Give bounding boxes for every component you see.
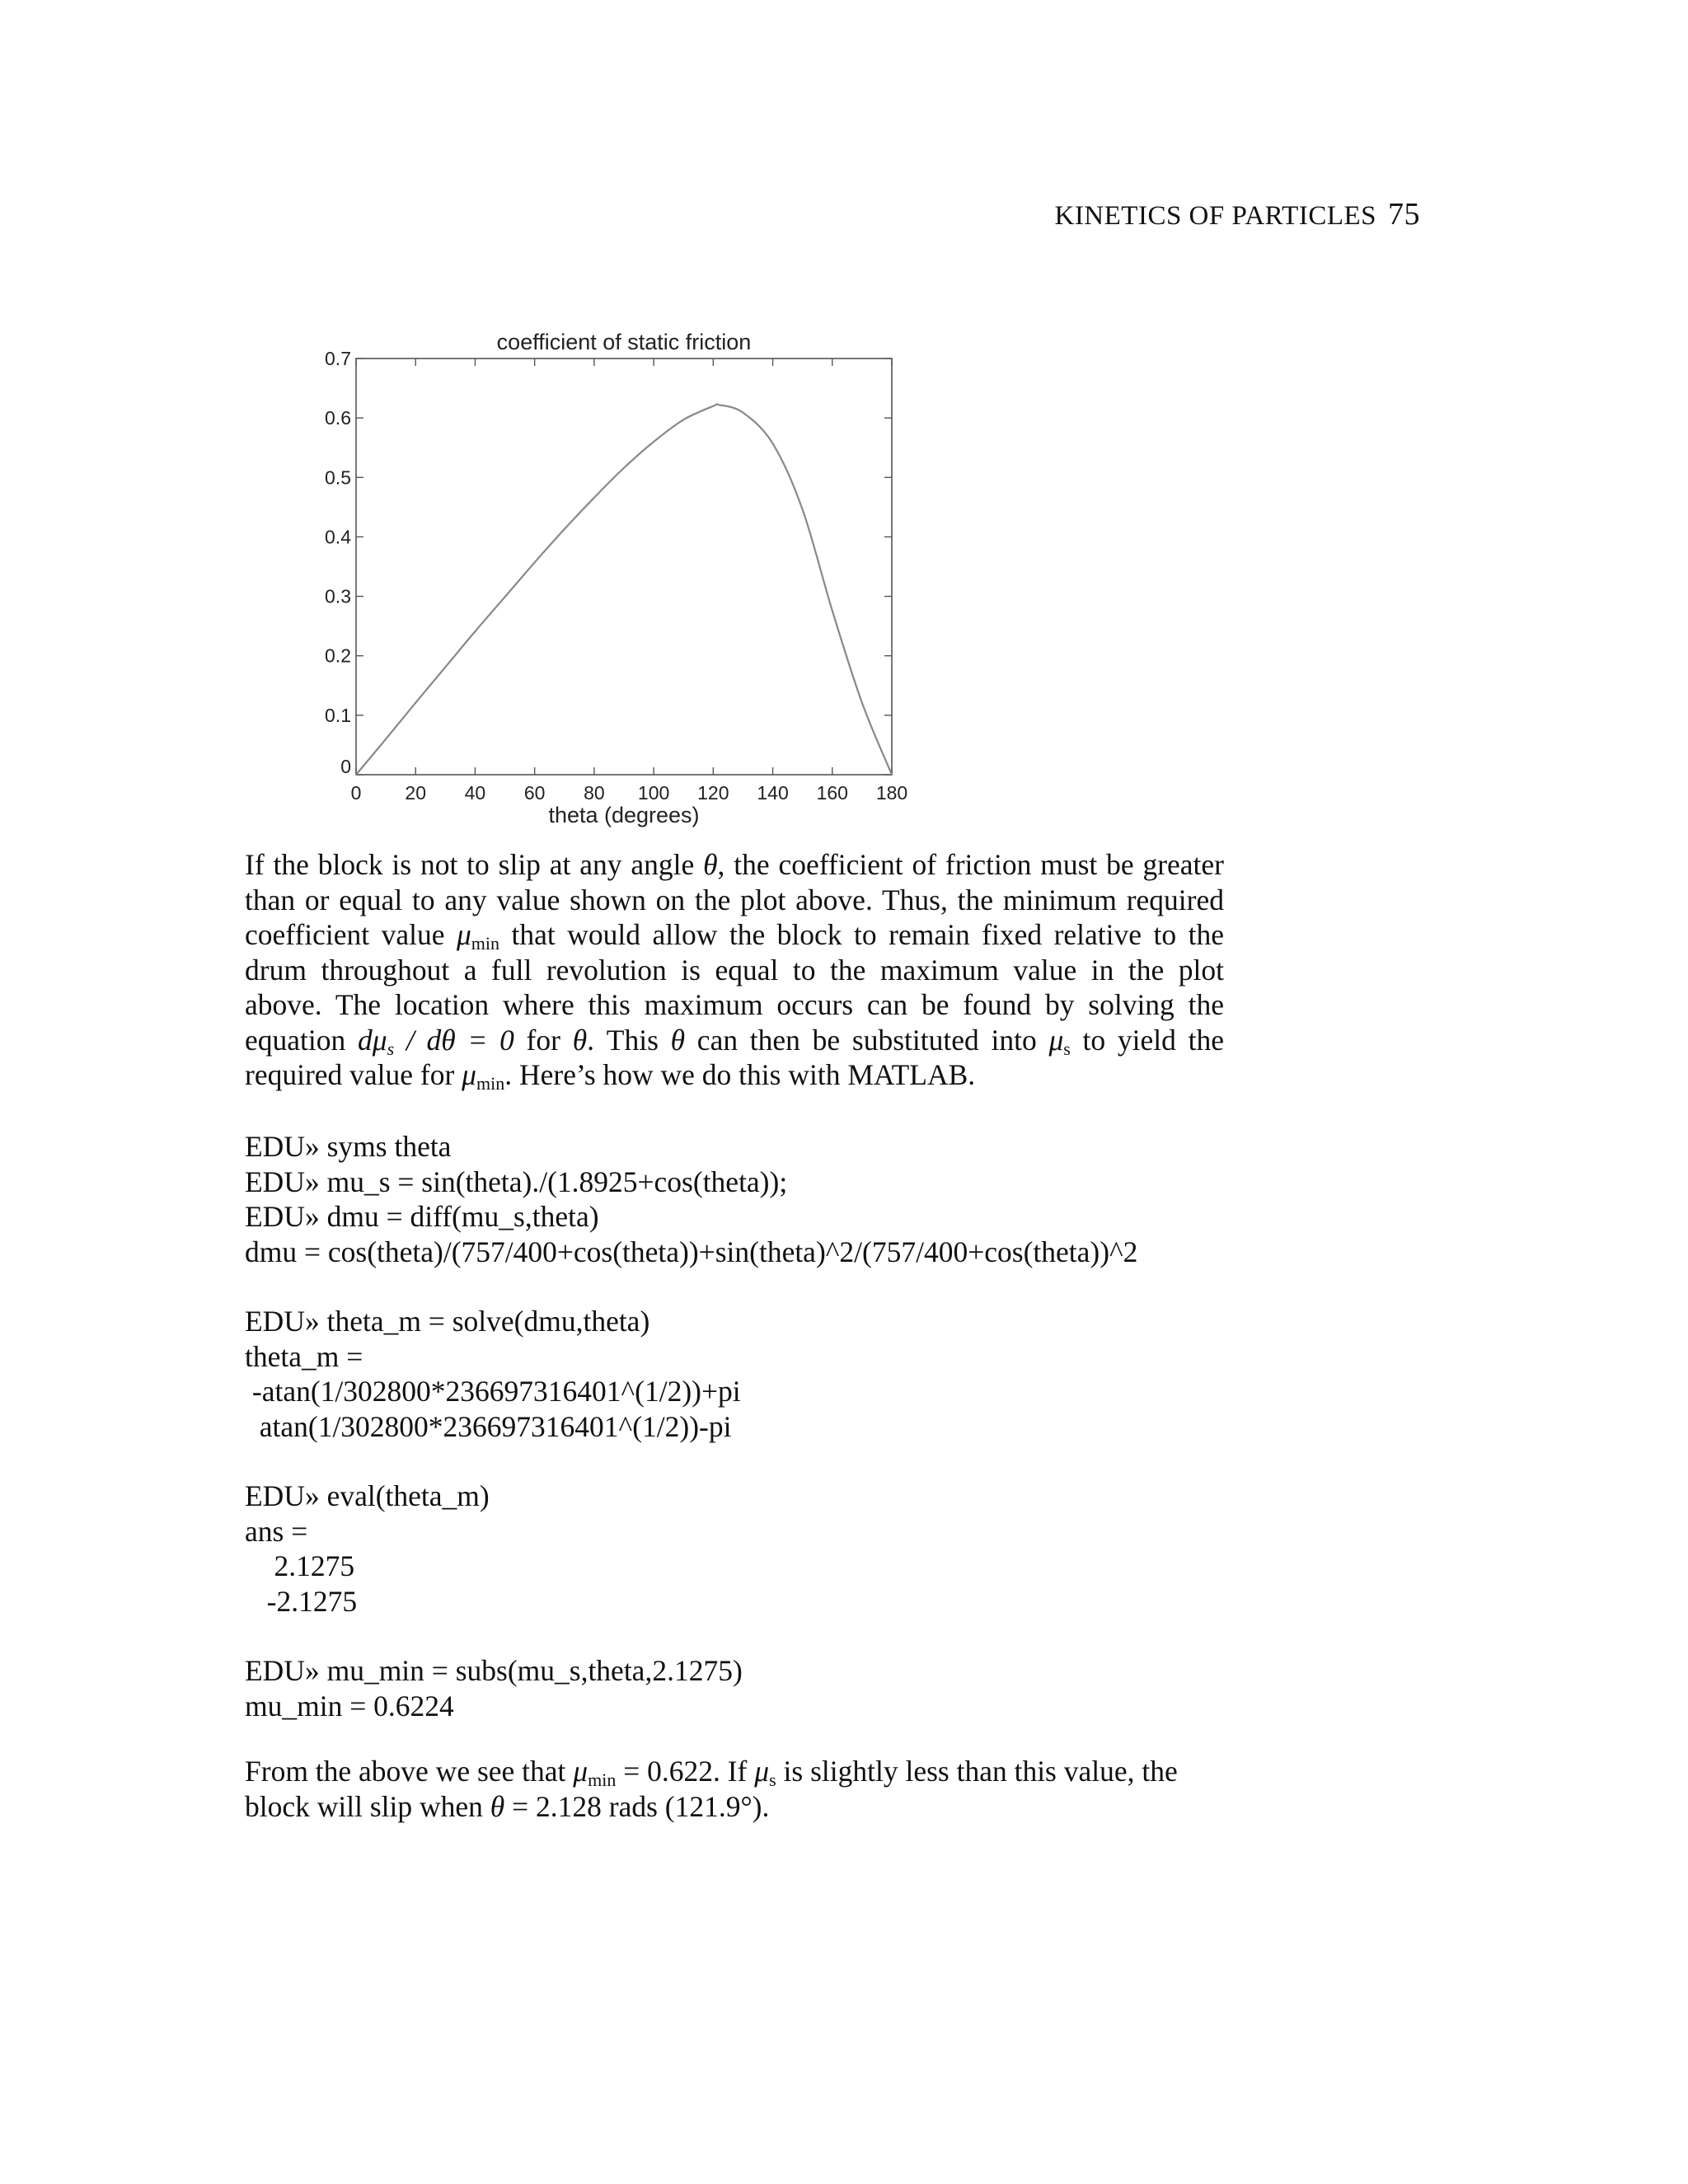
mu-symbol: μ — [1048, 1023, 1064, 1057]
text-run: . This — [587, 1023, 671, 1057]
equation: / dθ = 0 — [394, 1023, 514, 1057]
running-title: KINETICS OF PARTICLES — [1054, 201, 1376, 231]
running-header — [1054, 196, 1420, 232]
mu-symbol: μ — [456, 918, 471, 951]
y-tick-label: 0.5 — [325, 466, 351, 489]
text-run: is slightly less than this value, the — [776, 1755, 1178, 1788]
x-tick-label: 140 — [757, 782, 789, 804]
text-run: = 2.128 rads (121.9°). — [504, 1789, 770, 1823]
conclusion-paragraph — [245, 1754, 1224, 1824]
paragraph-line: above. The location where this maximum occurs can be found by solving the — [245, 988, 1224, 1021]
plot-frame — [356, 359, 892, 775]
text-run: equation — [245, 1023, 358, 1057]
paragraph-line — [245, 1023, 1224, 1058]
paragraph-line — [245, 1057, 1224, 1093]
chart-svg — [305, 321, 931, 832]
paragraph-line — [245, 917, 1224, 953]
subscript: min — [588, 1769, 617, 1790]
paragraph-line: drum throughout a full revolution is equal to the maximum value in the plot — [245, 953, 1224, 987]
x-tick-label: 100 — [637, 782, 670, 804]
y-tick-label: 0.1 — [325, 704, 351, 726]
paragraph — [245, 847, 1224, 1093]
mu-symbol: μ — [754, 1755, 770, 1788]
paragraph-line — [245, 1754, 1224, 1789]
paragraph-line — [245, 847, 1224, 883]
axis-tick-labels — [325, 348, 907, 804]
axis-ticks — [356, 359, 892, 775]
code-block-solve: EDU» theta_m = solve(dmu,theta) theta_m = -atan(1/302800*236697316401^(1/2))+pi atan(1/302800*236697316401^(1/2))-pi — [245, 1305, 741, 1443]
theta-symbol: θ — [572, 1023, 588, 1057]
subscript: s — [1063, 1038, 1071, 1059]
theta-symbol: θ — [670, 1023, 686, 1057]
text-run: can then be substituted into — [685, 1023, 1049, 1057]
text-run: . Here’s how we do this with MATLAB. — [504, 1058, 976, 1091]
equation: dμ — [357, 1023, 387, 1057]
subscript: s — [769, 1769, 776, 1790]
y-tick-label: 0.2 — [325, 644, 351, 667]
friction-chart — [305, 321, 931, 832]
mu-symbol: μ — [462, 1058, 476, 1091]
series-line — [356, 404, 892, 775]
x-tick-label: 60 — [523, 782, 546, 804]
text-run: to yield the — [1070, 1023, 1224, 1057]
page-number: 75 — [1388, 197, 1420, 232]
subscript: min — [471, 933, 500, 954]
x-tick-label: 160 — [816, 782, 848, 804]
x-tick-label: 120 — [697, 782, 729, 804]
text-run: , the coefficient of friction must be greater — [717, 848, 1224, 881]
y-tick-label: 0.7 — [325, 348, 351, 369]
text-run: = 0.622. If — [616, 1755, 755, 1788]
text-run: If the block is not to slip at any angle — [245, 848, 704, 881]
paragraph-line — [245, 1789, 1224, 1825]
text-run: for — [513, 1023, 573, 1057]
text-run: coefficient value — [245, 918, 457, 951]
x-tick-label: 20 — [405, 782, 427, 804]
subscript: min — [476, 1073, 505, 1094]
x-axis-label: theta (degrees) — [548, 803, 700, 827]
text-run: From the above we see that — [245, 1755, 574, 1788]
mu-symbol: μ — [573, 1755, 588, 1788]
x-tick-label: 0 — [350, 782, 362, 804]
y-tick-label: 0.6 — [325, 407, 351, 429]
code-block-eval: EDU» eval(theta_m) ans = 2.1275 -2.1275 — [245, 1479, 490, 1618]
x-tick-label: 80 — [584, 782, 605, 804]
theta-symbol: θ — [490, 1789, 505, 1823]
text-run: that would allow the block to remain fixed relative to the — [499, 918, 1224, 951]
x-tick-label: 180 — [875, 782, 908, 804]
theta-symbol: θ — [703, 848, 718, 881]
chart-title: coefficient of static friction — [496, 330, 752, 354]
code-block-subs: EDU» mu_min = subs(mu_s,theta,2.1275) mu_min = 0.6224 — [245, 1654, 743, 1722]
x-tick-label: 40 — [464, 782, 486, 804]
subscript: s — [387, 1038, 395, 1059]
y-tick-label: 0.3 — [325, 585, 351, 607]
text-run: block will slip when — [245, 1789, 490, 1823]
paragraph-line: than or equal to any value shown on the plot above. Thus, the minimum required — [245, 883, 1224, 916]
code-block-syms: EDU» syms theta EDU» mu_s = sin(theta)./(1.8925+cos(theta)); EDU» dmu = diff(mu_s,theta) dmu = cos(theta)/(757/400+cos(theta))+sin(theta)^2/(757/400+cos(theta))^2 — [245, 1130, 1138, 1268]
text-run: required value for — [245, 1058, 462, 1091]
y-tick-label: 0.4 — [325, 526, 351, 548]
y-tick-label: 0 — [340, 756, 351, 777]
